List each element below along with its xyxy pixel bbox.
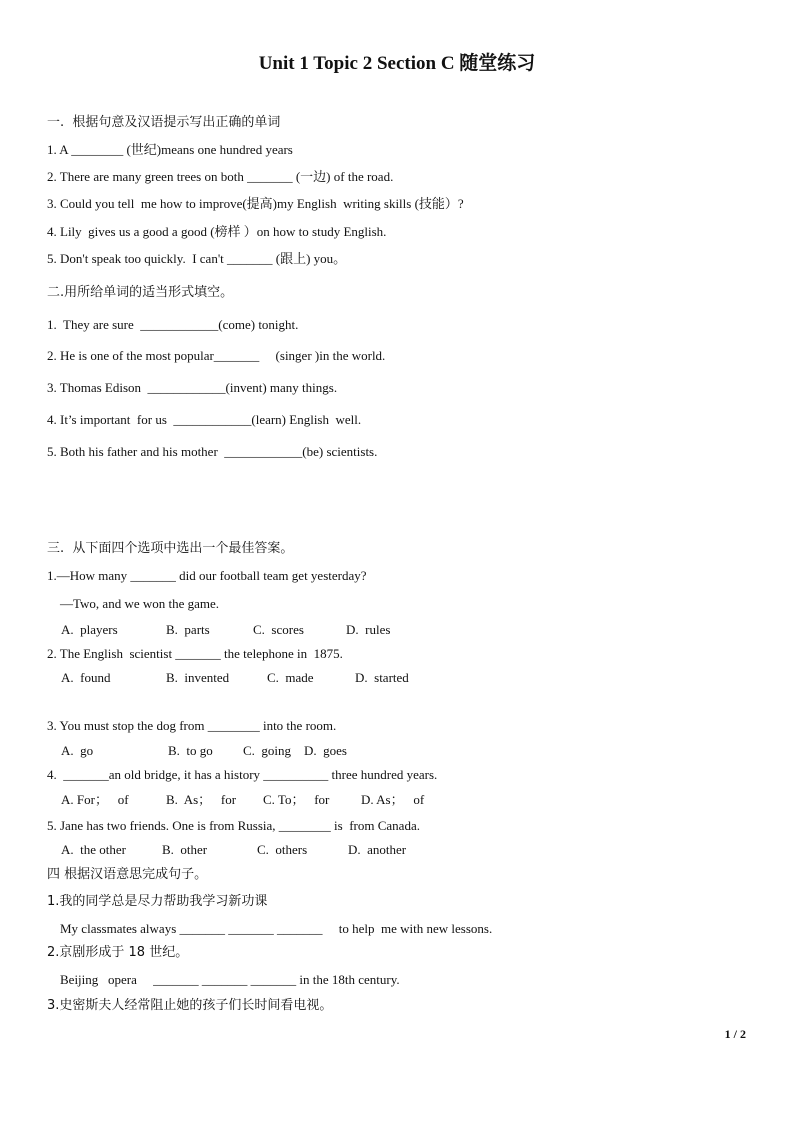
- sec3-q4-option-b: B. As； for: [166, 792, 237, 807]
- sec3-q5: 5. Jane has two friends. One is from Russia, ________ is from Canada.: [47, 818, 420, 833]
- sec1-item-4: 4. Lily gives us a good a good (榜样 ）on how to study English.: [47, 224, 387, 239]
- sec3-q1-option-b: B. parts: [166, 622, 210, 637]
- section-4-heading: 四 根据汉语意思完成句子。: [47, 867, 208, 882]
- sec1-item-2: 2. There are many green trees on both _______ (一边) of the road.: [47, 169, 394, 184]
- sec2-item-4: 4. It’s important for us ____________(learn) English well.: [47, 412, 362, 427]
- page-number: 1 / 2: [724, 1027, 746, 1041]
- sec3-q5-option-d: D. another: [348, 842, 407, 857]
- sec3-q2-option-a: A. found: [61, 670, 111, 685]
- sec3-q3-option-a: A. go: [61, 743, 94, 758]
- section-1-heading: 一. 根据句意及汉语提示写出正确的单词: [47, 115, 281, 130]
- sec3-q4-option-c: C. To； for: [263, 792, 330, 807]
- sec3-q4: 4. _______an old bridge, it has a history __________ three hundred years.: [47, 767, 438, 782]
- sec3-q3-option-d: D. goes: [304, 743, 347, 758]
- sec1-item-3: 3. Could you tell me how to improve(提高)my English writing skills (技能）?: [47, 196, 464, 211]
- sec3-q4-option-d: D. As； of: [361, 792, 425, 807]
- sec4-q3-chinese: 3.史密斯夫人经常阻止她的孩子们长时间看电视。: [47, 998, 333, 1013]
- sec3-q2: 2. The English scientist _______ the telephone in 1875.: [47, 646, 343, 661]
- sec2-item-2: 2. He is one of the most popular_______ (singer )in the world.: [47, 348, 386, 363]
- sec3-q2-option-c: C. made: [267, 670, 314, 685]
- sec3-q1-option-d: D. rules: [346, 622, 391, 637]
- sec3-q5-option-c: C. others: [257, 842, 308, 857]
- sec3-q1-option-a: A. players: [61, 622, 118, 637]
- sec3-q2-option-d: D. started: [355, 670, 409, 685]
- sec2-item-5: 5. Both his father and his mother ____________(be) scientists.: [47, 444, 378, 459]
- sec2-item-1: 1. They are sure ____________(come) tonight.: [47, 317, 299, 332]
- sec3-q1: 1.—How many _______ did our football team get yesterday?: [47, 568, 367, 583]
- section-2-heading: 二.用所给单词的适当形式填空。: [47, 285, 234, 300]
- sec2-item-3: 3. Thomas Edison ____________(invent) many things.: [47, 380, 338, 395]
- sec3-q4-option-a: A. For； of: [61, 792, 129, 807]
- sec1-item-1: 1. A ________ (世纪)means one hundred years: [47, 142, 293, 157]
- sec3-q2-option-b: B. invented: [166, 670, 230, 685]
- sec4-q1-english: My classmates always _______ _______ _______ to help me with new lessons.: [60, 921, 493, 936]
- section-3-heading: 三. 从下面四个选项中选出一个最佳答案。: [47, 541, 294, 556]
- sec4-q1-chinese: 1.我的同学总是尽力帮助我学习新功课: [47, 894, 268, 909]
- sec3-q3-option-c: C. going: [243, 743, 292, 758]
- sec3-q3: 3. You must stop the dog from ________ into the room.: [47, 718, 337, 733]
- sec4-q2-chinese: 2.京剧形成于 18 世纪。: [47, 945, 189, 960]
- sec3-q5-option-b: B. other: [162, 842, 208, 857]
- page-title: Unit 1 Topic 2 Section C 随堂练习: [258, 53, 536, 74]
- sec4-q2-english: Beijing opera _______ _______ _______ in the 18th century.: [60, 972, 400, 987]
- sec3-q5-option-a: A. the other: [61, 842, 126, 857]
- sec3-q1-reply: —Two, and we won the game.: [60, 596, 220, 611]
- sec3-q3-option-b: B. to go: [168, 743, 213, 758]
- sec3-q1-option-c: C. scores: [253, 622, 304, 637]
- sec1-item-5: 5. Don't speak too quickly. I can't _______ (跟上) you。: [47, 251, 347, 266]
